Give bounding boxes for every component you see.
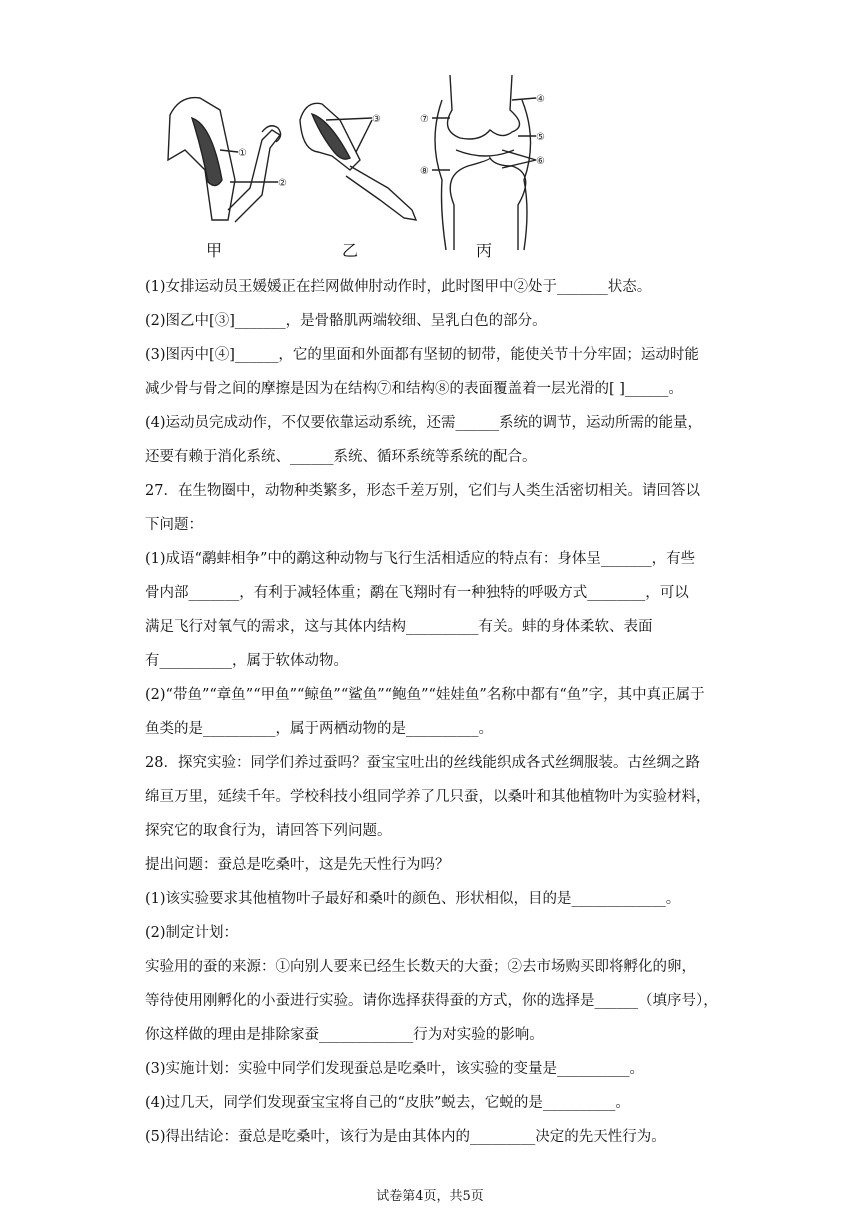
page-footer: 试卷第4页，共5页 (376, 1189, 484, 1204)
text-line: (4)运动员完成动作，不仅要依靠运动系统，还需______系统的调节，运动所需的能量， (145, 415, 703, 431)
joint-lower-bone (450, 158, 526, 250)
text-line: (1)女排运动员王媛媛正在拦网做伸肘动作时，此时图甲中②处于_______状态。 (145, 279, 652, 295)
text-line: 绵亘万里，延续千年。学校科技小组同学养了几只蚕，以桑叶和其他植物叶为实验材料， (145, 789, 711, 805)
text-line: 等待使用刚孵化的小蚕进行实验。请你选择获得蚕的方式，你的选择是______（填序号）， (145, 993, 718, 1009)
text-line: (2)图乙中[③]_______，是骨骼肌两端较细、呈乳白色的部分。 (145, 313, 547, 329)
figure-label-4: ④ (536, 94, 545, 105)
text-line: 减少骨与骨之间的摩擦是因为在结构⑦和结构⑧的表面覆盖着一层光滑的[ ]______。 (145, 381, 683, 397)
text-line: (4)过几天，同学们发现蚕宝宝将自己的“皮肤”蜕去，它蜕的是__________。 (145, 1095, 630, 1111)
text-line: 27．在生物圈中，动物种类繁多，形态千差万别，它们与人类生活密切相关。请回答以 (145, 483, 700, 499)
text-line: 骨内部_______，有利于减轻体重；鹬在飞翔时有一种独特的呼吸方式________，可以 (145, 585, 689, 601)
figure-label-2: ② (278, 178, 287, 189)
text-line: 有__________，属于软体动物。 (145, 653, 348, 669)
text-line: (5)得出结论：蚕总是吃桑叶，该行为是由其体内的_________决定的先天性行为。 (145, 1129, 666, 1145)
text-line: 提出问题：蚕总是吃桑叶，这是先天性行为吗？ (145, 857, 450, 873)
text-line: 还要有赖于消化系统、______系统、循环系统等系统的配合。 (145, 449, 537, 465)
text-line: 实验用的蚕的来源：①向别人要来已经生长数天的大蚕；②去市场购买即将孵化的卵， (145, 959, 696, 975)
figure-label-3: ③ (372, 114, 381, 125)
text-line: (1)成语“鹬蚌相争”中的鹬这种动物与飞行生活相适应的特点有：身体呈_______，有些 (145, 551, 696, 567)
text-line: 探究它的取食行为，请回答下列问题。 (145, 823, 392, 839)
figure-label-7: ⑦ (420, 114, 429, 125)
text-line: (2)制定计划： (145, 925, 239, 941)
text-line: (1)该实验要求其他植物叶子最好和桑叶的颜色、形状相似，目的是_____________。 (145, 891, 681, 907)
caption-bing: 丙 (476, 241, 493, 260)
figure-label-8: ⑧ (420, 166, 429, 177)
arm-bent-upper (168, 98, 235, 220)
text-line: (3)实施计划：实验中同学们发现蚕总是吃桑叶，该实验的变量是__________。 (145, 1061, 645, 1077)
text-line: 你这样做的理由是排除家蚕_____________行为对实验的影响。 (145, 1027, 544, 1043)
joint-upper-bone (448, 75, 520, 139)
joint-capsule (435, 100, 531, 250)
text-line: (2)“带鱼”“章鱼”“甲鱼”“鲸鱼”“鲨鱼”“鲍鱼”“娃娃鱼”名称中都有“鱼”字，其中真正属于 (145, 687, 705, 703)
arm-straight-forearm (346, 166, 416, 220)
caption-yi: 乙 (342, 241, 359, 260)
caption-jia: 甲 (206, 241, 223, 260)
arm-bent-forearm (228, 130, 280, 222)
biceps-muscle (192, 118, 222, 186)
text-line: 28．探究实验：同学们养过蚕吗？蚕宝宝吐出的丝线能织成各式丝绸服装。古丝绸之路 (145, 755, 700, 771)
text-line: 下问题： (145, 517, 203, 533)
figure-label-6: ⑥ (536, 156, 545, 167)
anatomy-figure (150, 70, 580, 260)
figure-label-1: ① (238, 148, 247, 159)
text-line: (3)图丙中[④]______，它的里面和外面都有坚韧的韧带，能使关节十分牢固；运动时能 (145, 347, 699, 363)
anatomy-drawing (150, 70, 580, 260)
question-text (145, 270, 718, 1154)
text-line: 鱼类的是__________，属于两栖动物的是__________。 (145, 721, 493, 737)
figure-label-5: ⑤ (536, 132, 545, 143)
text-line: 满足飞行对氧气的需求，这与其体内结构__________有关。蚌的身体柔软、表面 (145, 619, 653, 635)
